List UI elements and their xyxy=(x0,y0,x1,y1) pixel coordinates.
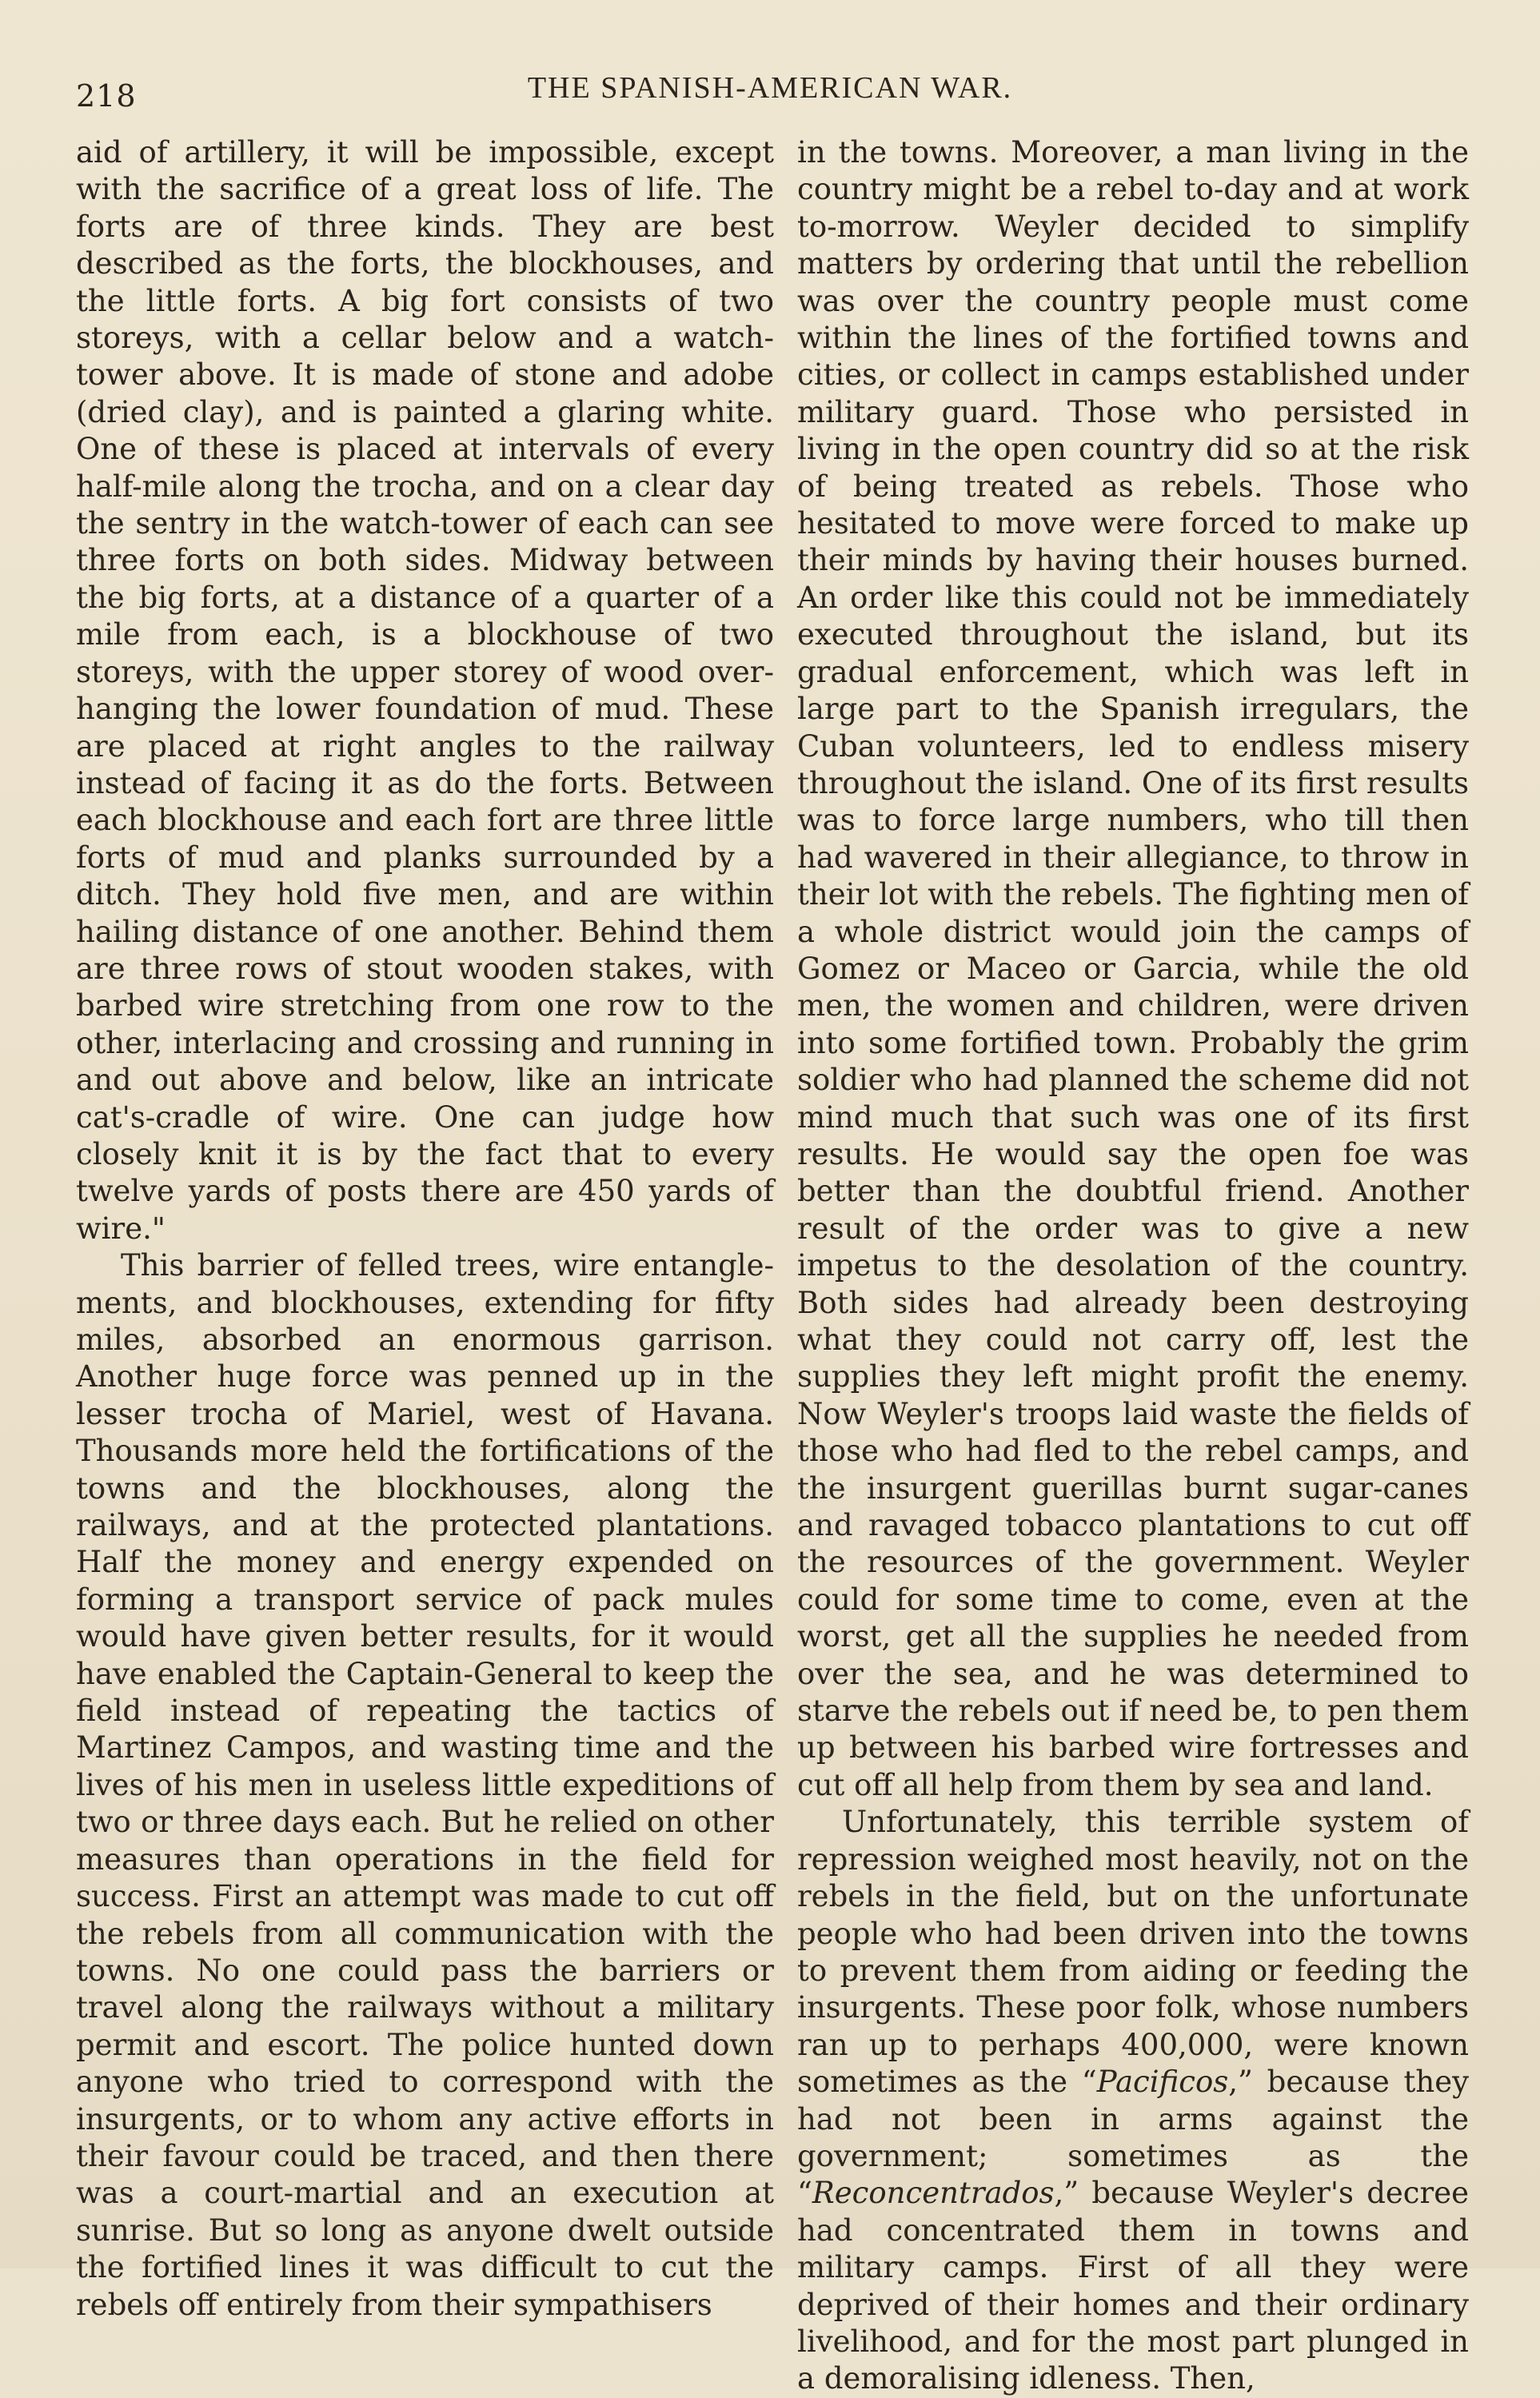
left-column xyxy=(76,134,774,2322)
term-reconcentrados: Reconcentrados xyxy=(812,2176,1055,2211)
right-column xyxy=(797,134,1469,2396)
term-pacificos: Pacificos xyxy=(1096,2065,1229,2100)
text-run: ,” because Weyler's decree had concentrated them in towns and military camps. First of all they were deprived of their homes and their ordinary livelihood, and for the most part plunged in a demoralising idleness. Then, xyxy=(797,2176,1469,2396)
text-run: ,” because they had not been in arms against the government; sometimes as the “ xyxy=(797,2065,1469,2211)
page-number: 218 xyxy=(76,78,137,114)
paragraph-trocha-forts: aid of artillery, it will be impossible, except with the sacrifice of a great loss of life. The forts are of three kinds. They are best described as the forts, the blockhouses, and the little forts. A big fort consists of two storeys, with a cellar below and a watch-tower above. It is made of stone and adobe (dried clay), and is painted a glaring white. One of these is placed at intervals of every half-mile along the trocha, and on a clear day the sentry in the watch-tower of each can see three forts on both sides. Midway between the big forts, at a distance of a quarter of a mile from each, is a blockhouse of two storeys, with the upper storey of wood overhanging the lower foundation of mud. These are placed at right angles to the railway instead of facing it as do the forts. Between each blockhouse and each fort are three little forts of mud and planks surrounded by a ditch. They hold five men, and are within hailing distance of one another. Behind them are three rows of stout wooden stakes, with barbed wire stretching from one row to the other, interlacing and crossing and running in and out above and below, like an intricate cat's-cradle of wire. One can judge how closely knit it is by the fact that to every twelve yards of posts there are 450 yards of wire." xyxy=(76,135,774,1246)
text-run: Unfortunately, this terrible system of repression weighed most heavily, not on the rebels in the field, but on the unfortunate people who had been driven into the towns to prevent them from aiding or feeding the insurgents. These poor folk, whose numbers ran up to perhaps 400,000, were known sometimes as the “ xyxy=(797,1805,1469,2100)
paragraph-reconcentrados xyxy=(797,1804,1469,2398)
paragraph-barrier-garrison: This barrier of felled trees, wire entanglements, and blockhouses, extending for fifty miles, absorbed an enormous garrison. Another huge force was penned up in the lesser trocha of Mariel, west of Havana. Thousands more held the fortifications of the towns and the blockhouses, along the railways, and at the protected plantations. Half the money and energy expended on forming a transport service of pack mules would have given better results, for it would have enabled the Captain-General to keep the field instead of repeating the tactics of Martinez Campos, and wasting time and the lives of his men in useless little expeditions of two or three days each. But he relied on other measures than operations in the field for success. First an attempt was made to cut off the rebels from all communication with the towns. No one could pass the barriers or travel along the railways without a military permit and escort. The police hunted down anyone who tried to correspond with the insurgents, or to whom any active efforts in their favour could be traced, and then there was a court-martial and an execution at sunrise. But so long as anyone dwelt outside the fortified lines it was difficult to cut the rebels off entirely from their sympathisers xyxy=(76,1248,774,2322)
paragraph-weyler-order: in the towns. Moreover, a man living in the country might be a rebel to-day and at work to-morrow. Weyler decided to simplify matters by ordering that until the rebellion was over the country people must come within the lines of the fortified towns and cities, or collect in camps established under military guard. Those who persisted in living in the open country did so at the risk of being treated as rebels. Those who hesitated to move were forced to make up their minds by having their houses burned. An order like this could not be immediately executed throughout the island, but its gradual enforcement, which was left in large part to the Spanish irregulars, the Cuban volunteers, led to endless misery throughout the island. One of its first results was to force large numbers, who till then had wavered in their allegiance, to throw in their lot with the rebels. The fighting men of a whole district would join the camps of Gomez or Maceo or Garcia, while the old men, the women and children, were driven into some fortified town. Probably the grim soldier who had planned the scheme did not mind much that such was one of its first results. He would say the open foe was better than the doubtful friend. Another result of the order was to give a new impetus to the desolation of the country. Both sides had already been destroying what they could not carry off, lest the supplies they left might profit the enemy. Now Weyler's troops laid waste the fields of those who had fled to the rebel camps, and the insurgent guerillas burnt sugar-canes and ravaged tobacco plantations to cut off the resources of the government. Weyler could for some time to come, even at the worst, get all the supplies he needed from over the sea, and he was determined to starve the rebels out if need be, to pen them up between his barbed wire fortresses and cut off all help from them by sea and land. xyxy=(797,135,1469,1802)
running-title: THE SPANISH-AMERICAN WAR. xyxy=(527,71,1013,105)
